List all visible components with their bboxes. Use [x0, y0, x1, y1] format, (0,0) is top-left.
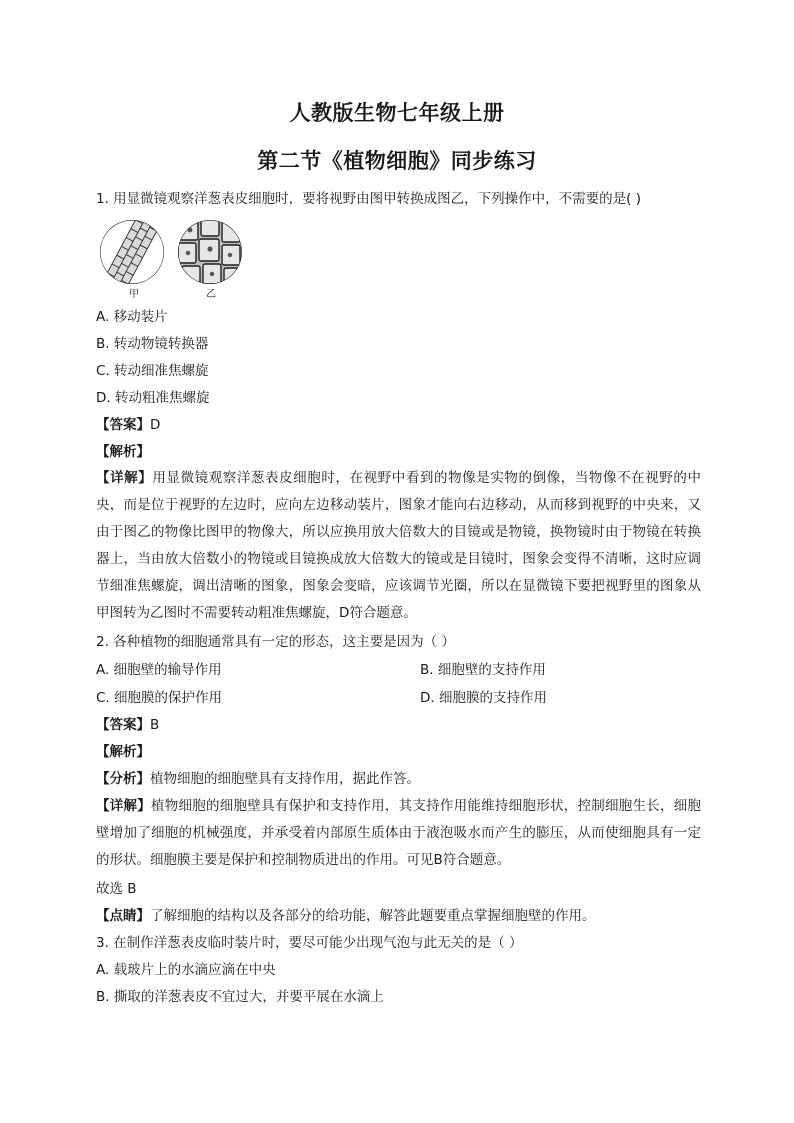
q1-detail [96, 465, 701, 627]
figure-label-jia: 甲 [129, 289, 139, 300]
detail-tag: 【详解】 [96, 798, 152, 814]
figure-label-yi: 乙 [206, 289, 216, 300]
q2-dianjing [96, 907, 596, 925]
dianjing-text: 了解细胞的结构以及各部分的给功能，解答此题要重点掌握细胞壁的作用。 [150, 908, 596, 924]
q2-detail [96, 793, 701, 874]
q2-fenxi [96, 770, 420, 788]
page-subtitle: 第二节《植物细胞》同步练习 [257, 148, 537, 173]
page-title: 人教版生物七年级上册 [289, 100, 505, 125]
analysis-tag: 【解析】 [96, 444, 150, 460]
fenxi-tag: 【分析】 [96, 771, 150, 787]
answer-value: D [150, 417, 161, 433]
q2-conclusion: 故选 B [96, 881, 137, 897]
q1-option-a: A. 移动装片 [96, 309, 168, 325]
q2-option-c: C. 细胞膜的保护作用 [96, 690, 223, 706]
field-of-view-jia [100, 218, 164, 288]
q1-analysis-heading [96, 443, 150, 461]
q1-option-c: C. 转动细准焦螺旋 [96, 363, 209, 379]
q3-stem: 3. 在制作洋葱表皮临时装片时，要尽可能少出现气泡与此无关的是（ ） [96, 935, 523, 951]
q2-answer [96, 716, 159, 734]
q2-analysis-heading [96, 743, 150, 761]
detail-text: 用显微镜观察洋葱表皮细胞时，在视野中看到的物像是实物的倒像，当物像不在视野的中央，而是位于视野的左边时，应向左边移动装片，图象才能向右边移动，从而移到视野的中央来，又由于图乙的物像比图甲的物像大，所以应换用放大倍数大的目镜或是物镜，换物镜时由于物镜在转换器上，当由放大倍数小的物镜或目镜换成放大倍数大的镜或是目镜时，图象会变得不清晰，这时应调节细准焦螺旋，调出清晰的图象，图象会变暗，应该调节光圈，所以在显微镜下要把视野里的图象从甲图转为乙图时不需要转动粗准焦螺旋，D符合题意。 [96, 470, 702, 621]
q2-option-a: A. 细胞壁的输导作用 [96, 662, 222, 678]
answer-value: B [150, 717, 160, 733]
q1-option-d: D. 转动粗准焦螺旋 [96, 390, 210, 406]
detail-text: 植物细胞的细胞壁具有保护和支持作用，其支持作用能维持细胞形状，控制细胞生长，细胞壁增加了细胞的机械强度，并承受着内部原生质体由于液泡吸水而产生的膨压，从而使细胞具有一定的形状。细胞膜主要是保护和控制物质进出的作用。可见B符合题意。 [96, 798, 702, 868]
microscope-view-illustration [98, 218, 248, 288]
q3-option-a: A. 载玻片上的水滴应滴在中央 [96, 962, 276, 978]
q1-option-b: B. 转动物镜转换器 [96, 336, 209, 352]
q2-option-b: B. 细胞壁的支持作用 [420, 662, 546, 678]
q1-answer [96, 416, 160, 434]
q1-figure [98, 218, 248, 300]
field-of-view-yi [178, 218, 242, 286]
answer-tag: 【答案】 [96, 717, 150, 733]
q2-stem: 2. 各种植物的细胞通常具有一定的形态，这主要是因为（ ） [96, 634, 455, 650]
detail-tag: 【详解】 [96, 470, 153, 486]
fenxi-text: 植物细胞的细胞壁具有支持作用，据此作答。 [150, 771, 420, 787]
q2-option-d: D. 细胞膜的支持作用 [420, 690, 547, 706]
q1-stem: 1. 用显微镜观察洋葱表皮细胞时，要将视野由图甲转换成图乙，下列操作中，不需要的是( ) [96, 191, 641, 207]
analysis-tag: 【解析】 [96, 744, 150, 760]
answer-tag: 【答案】 [96, 417, 150, 433]
dianjing-tag: 【点睛】 [96, 908, 150, 924]
q3-option-b: B. 撕取的洋葱表皮不宜过大，并要平展在水滴上 [96, 989, 384, 1005]
